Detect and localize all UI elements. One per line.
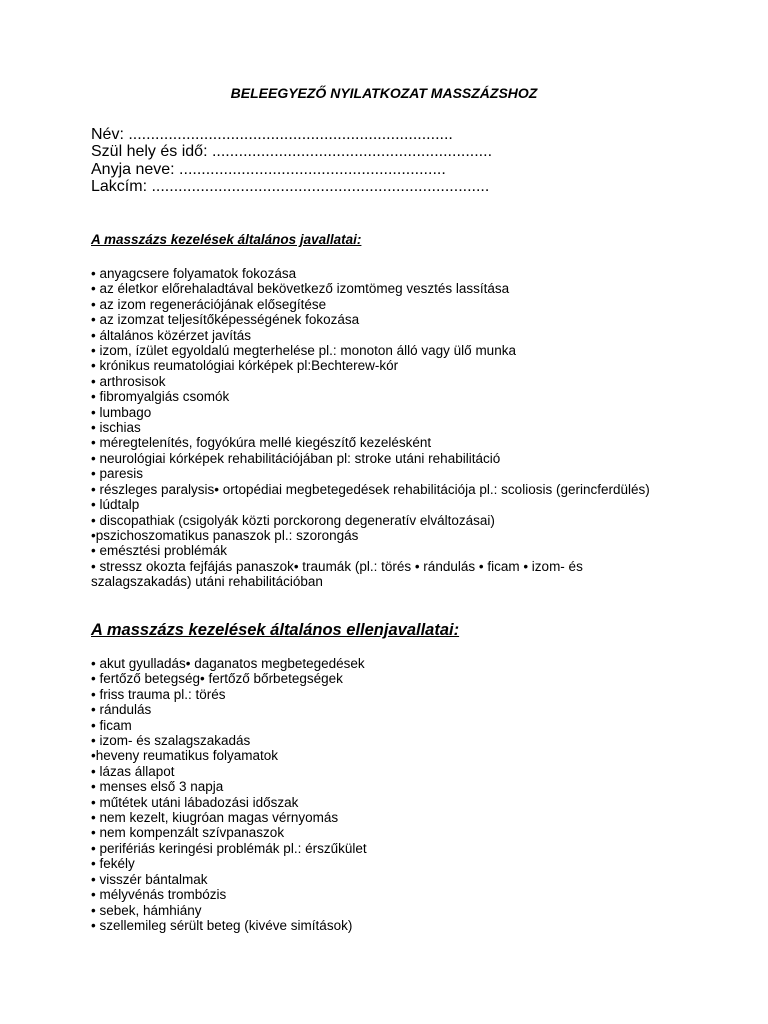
list-item: • lúdtalp [91,497,140,513]
list-item: •heveny reumatikus folyamatok [91,748,279,764]
list-item: • perifériás keringési problémák pl.: érszűkület [91,840,367,856]
list-item: • ficam [91,717,132,733]
list-item: • méregtelenítés, fogyókúra mellé kiegészítő kezelésként [91,435,432,451]
list-item: • akut gyulladás• daganatos megbetegedések [91,656,365,671]
list-item: • az életkor előrehaladtával bekövetkező izomtömeg vesztés lassítása [91,281,510,297]
list-item: • menses első 3 napja [91,779,224,795]
list-item: • nem kompenzált szívpanaszok [91,825,285,841]
list-item: • ischias [91,420,141,436]
list-item: • izom, ízület egyoldalú megterhelése pl.: monoton álló vagy ülő munka [91,343,516,359]
list-item: • fekély [91,856,135,872]
contraindications-list [91,656,651,933]
list-item: • lázas állapot [91,763,175,779]
field-name: Név: ......................................................................... [91,126,453,143]
indications-list [91,266,651,590]
list-item: • műtétek utáni lábadozási időszak [91,794,299,810]
indications-heading: A masszázs kezelések általános javallatai: [91,232,362,247]
personal-data-fields [91,126,492,195]
list-item: • általános közérzet javítás [91,327,252,343]
list-item: • arthrosisok [91,373,166,389]
list-item: • anyagcsere folyamatok fokozása [91,266,297,281]
list-item: • emésztési problémák [91,543,228,559]
list-item: •pszichoszomatikus panaszok pl.: szorongás [91,527,359,543]
list-item: • stressz okozta fejfájás panaszok• traumák (pl.: törés • rándulás • ficam • izom- és szalagszakadás) utáni rehabilitációban [91,558,583,590]
document-title: BELEEGYEZŐ NYILATKOZAT MASSZÁZSHOZ [230,85,538,101]
list-item: • sebek, hámhiány [91,902,202,918]
list-item: • discopathiak (csigolyák közti porckorong degeneratív elváltozásai) [91,512,495,528]
list-item: • paresis [91,466,143,482]
list-item: • fertőző betegség• fertőző bőrbetegségek [91,671,343,687]
list-item: • rándulás [91,702,152,718]
list-item: • az izom regenerációjának elősegítése [91,296,327,312]
list-item: • szellemileg sérült beteg (kivéve simítások) [91,917,353,933]
list-item: • visszér bántalmak [91,871,208,887]
list-item: • izom- és szalagszakadás [91,733,251,749]
list-item: • nem kezelt, kiugróan magas vérnyomás [91,810,339,826]
list-item: • fibromyalgiás csomók [91,389,230,405]
field-mother-name: Anyja neve: ............................................................ [91,160,446,178]
contraindications-heading: A masszázs kezelések általános ellenjavallatai: [91,621,460,639]
list-item: • lumbago [91,404,152,420]
list-item: • neurológiai kórképek rehabilitációjában pl: stroke utáni rehabilitáció [91,450,501,466]
list-item: • friss trauma pl.: törés [91,686,226,702]
field-address: Lakcím: ............................................................................ [91,177,490,195]
list-item: • részleges paralysis• ortopédiai megbetegedések rehabilitációja pl.: scoliosis (gerincferdülés) [91,481,650,497]
field-birthplace-date: Szül hely és idő: ............................................................... [91,143,493,161]
list-item: • mélyvénás trombózis [91,887,227,903]
list-item: • az izomzat teljesítőképességének fokozása [91,312,360,328]
list-item: • krónikus reumatológiai kórképek pl:Bechterew-kór [91,358,399,374]
